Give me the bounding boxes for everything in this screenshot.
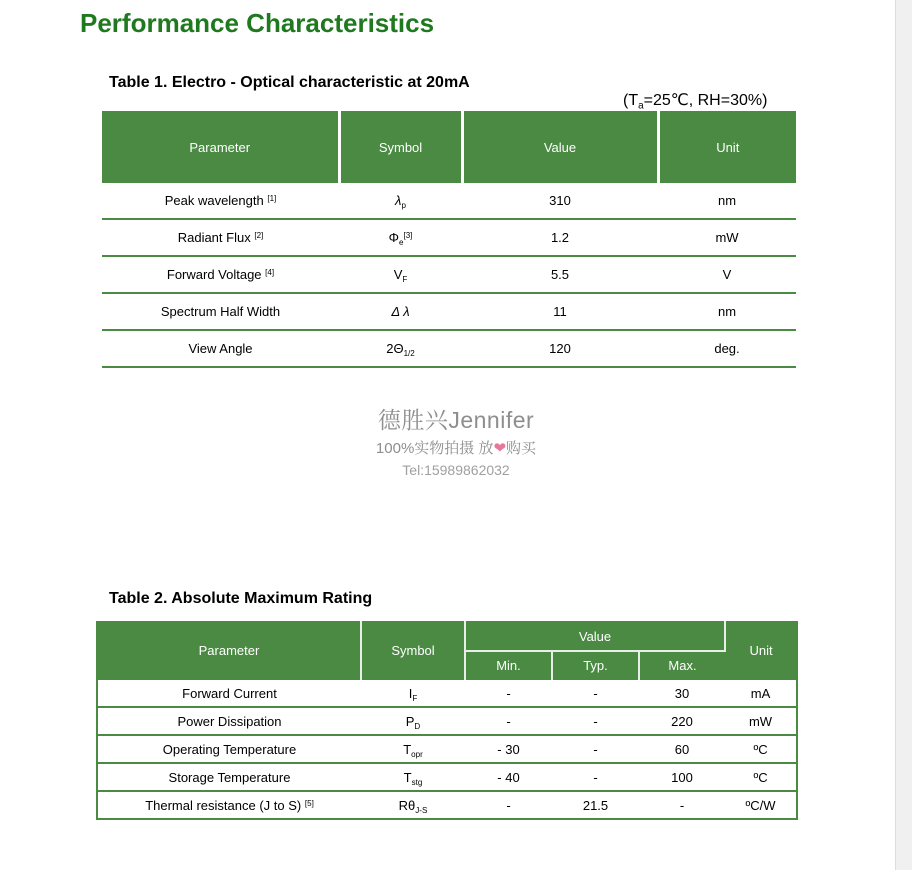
header-min: Min. (465, 651, 552, 679)
header-unit: Unit (658, 111, 796, 183)
unit-cell: ºC (725, 763, 797, 791)
table-row (97, 679, 797, 707)
param-cell: Radiant Flux [2] (102, 219, 339, 256)
table1-conditions: ($T_a=25℃$, RH=30%) (623, 92, 768, 112)
header-value: Value (462, 111, 658, 183)
watermark-slogan: 100%实物拍摄 放❤购买 (375, 440, 537, 457)
header-value: Value (465, 622, 725, 651)
header-max: Max. (639, 651, 725, 679)
table-row (102, 293, 796, 330)
unit-cell: nm (658, 183, 796, 219)
param-cell: Thermal resistance (J to S) [5] (97, 791, 361, 819)
table-row (97, 735, 797, 763)
max-cell: 100 (639, 763, 725, 791)
watermark-brand: 德胜兴Jennifer (377, 407, 535, 433)
value-cell: 11 (462, 293, 658, 330)
min-cell: - (465, 679, 552, 707)
typ-cell: - (552, 679, 639, 707)
typ-cell: 21.5 (552, 791, 639, 819)
param-cell: Forward Voltage [4] (102, 256, 339, 293)
symbol-cell: $\lambda_p$ (339, 183, 462, 219)
min-cell: - 30 (465, 735, 552, 763)
min-cell: - 40 (465, 763, 552, 791)
symbol-cell: $\Phi_e[3]$ (339, 219, 462, 256)
table-row (97, 791, 797, 819)
header-parameter: Parameter (102, 111, 339, 183)
symbol-cell: $T_{stg}$ (361, 763, 465, 791)
max-cell: 30 (639, 679, 725, 707)
param-cell: Peak wavelength [1] (102, 183, 339, 219)
unit-cell: V (658, 256, 796, 293)
header-symbol: Symbol (361, 622, 465, 679)
watermark (366, 402, 546, 478)
absolute-maximum-rating-table (96, 621, 798, 820)
min-cell: - (465, 791, 552, 819)
header-typ: Typ. (552, 651, 639, 679)
typ-cell: - (552, 707, 639, 735)
table-row (97, 707, 797, 735)
table2-caption: Table 2. Absolute Maximum Rating (109, 590, 373, 607)
table-row (102, 183, 796, 219)
header-unit: Unit (725, 622, 797, 679)
table-row (97, 763, 797, 791)
unit-cell: mW (658, 219, 796, 256)
unit-cell: ºC (725, 735, 797, 763)
heart-icon: ❤ (493, 440, 507, 457)
typ-cell: - (552, 735, 639, 763)
max-cell: 220 (639, 707, 725, 735)
header-parameter: Parameter (97, 622, 361, 679)
value-cell: 120 (462, 330, 658, 367)
table1-header-row (102, 111, 796, 183)
electro-optical-table (102, 111, 796, 368)
value-cell: 310 (462, 183, 658, 219)
unit-cell: nm (658, 293, 796, 330)
unit-cell: ºC/W (725, 791, 797, 819)
symbol-cell: Δ λ (339, 293, 462, 330)
min-cell: - (465, 707, 552, 735)
table-row (102, 219, 796, 256)
unit-cell: mW (725, 707, 797, 735)
symbol-cell: $R\theta_{J-S}$ (361, 791, 465, 819)
max-cell: 60 (639, 735, 725, 763)
symbol-cell: $P_D$ (361, 707, 465, 735)
param-cell: Spectrum Half Width (102, 293, 339, 330)
param-cell: Forward Current (97, 679, 361, 707)
param-cell: View Angle (102, 330, 339, 367)
unit-cell: deg. (658, 330, 796, 367)
symbol-cell: $2\Theta_{1/2}$ (339, 330, 462, 367)
vertical-scrollbar[interactable] (895, 0, 912, 870)
value-cell: 1.2 (462, 219, 658, 256)
table2-header-row (97, 622, 797, 651)
param-cell: Power Dissipation (97, 707, 361, 735)
typ-cell: - (552, 763, 639, 791)
symbol-cell: $V_F$ (339, 256, 462, 293)
symbol-cell: $T_{opr}$ (361, 735, 465, 763)
param-cell: Storage Temperature (97, 763, 361, 791)
symbol-cell: $I_F$ (361, 679, 465, 707)
param-cell: Operating Temperature (97, 735, 361, 763)
table-row (102, 256, 796, 293)
value-cell: 5.5 (462, 256, 658, 293)
table-row (102, 330, 796, 367)
header-symbol: Symbol (339, 111, 462, 183)
watermark-phone: Tel:15989862032 (402, 462, 510, 478)
table1-caption: Table 1. Electro - Optical characteristic at 20mA (109, 74, 470, 91)
max-cell: - (639, 791, 725, 819)
unit-cell: mA (725, 679, 797, 707)
page-title: Performance Characteristics (80, 8, 435, 38)
